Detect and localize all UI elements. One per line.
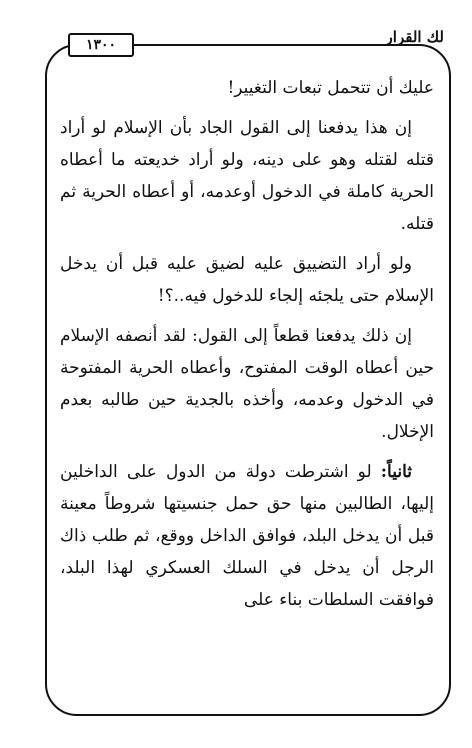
paragraph-1: عليك أن تتحمل تبعات التغيير! [227,78,434,98]
paragraph-2: إن هذا يدفعنا إلى القول الجاد بأن الإسلام لو أراد قتله لقتله وهو على دينه، ولو أراد خديعته ما أعطاه الحرية كاملة في الدخول أوعدمه، أو أعطاه الحرية ثم قتله. [60,118,434,234]
section-label: ثانياً: [380,462,413,482]
running-header-title: لك القرار [385,28,444,46]
paragraph-3: ولو أراد التضييق عليه لضيق عليه قبل أن يدخل الإسلام حتى يلجئه إلجاء للدخول فيه..؟! [60,254,434,306]
page-number: ١٣٠٠ [68,33,134,57]
paragraph-5-text: لو اشترطت دولة من الدول على الداخلين إليها، الطالبين منها حق حمل جنسيتها شروطاً معينة قبل أن يدخل البلد، فوافق الداخل ووقع، ثم طلب ذاك الرجل أن يدخل في السلك العسكري لهذا البلد، فوافقت السلطات بناء على [60,462,434,610]
paragraph-4: إن ذلك يدفعنا قطعاً إلى القول: لقد أنصفه الإسلام حين أعطاه الوقت المفتوح، وأعطاه الحرية المفتوحة في الدخول وعدمه، وأخذه بالجدية حين طالبه بعدم الإخلال. [60,326,434,442]
page-body [60,72,434,624]
paragraph-5 [60,456,434,616]
